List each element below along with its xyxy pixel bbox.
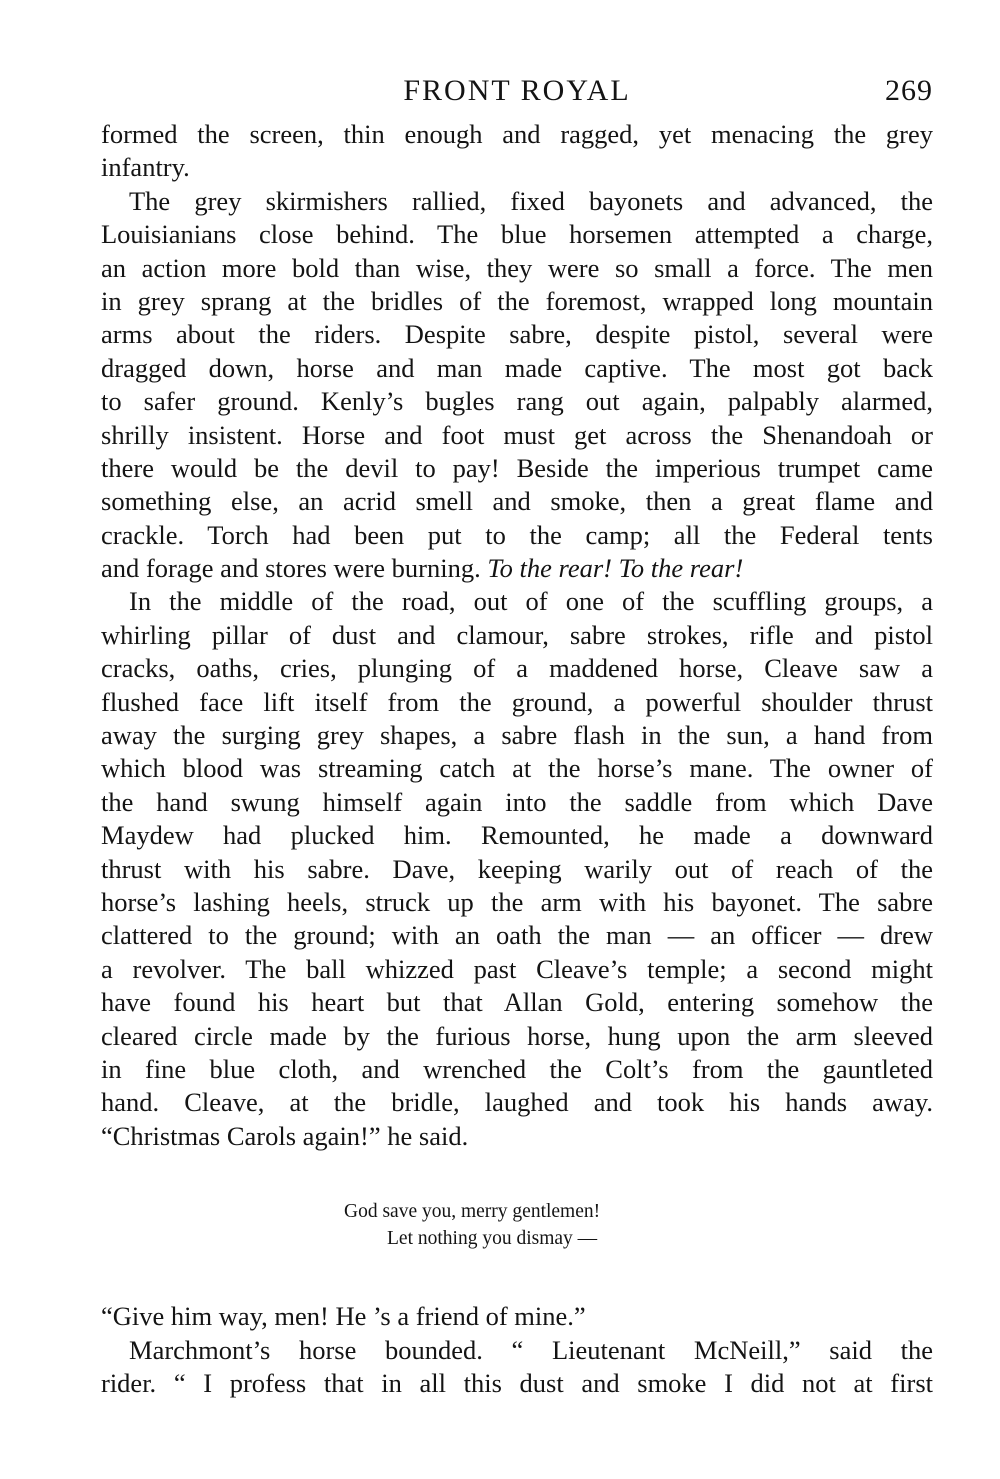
text-line: rider. “ I profess that in all this dust and smoke I did not at first (101, 1367, 933, 1398)
page-number: 269 (885, 74, 933, 107)
text-line: an action more bold than wise, they were so small a force. The men (101, 252, 933, 283)
text-line: hand. Cleave, at the bridle, laughed and took his hands away. (101, 1087, 933, 1118)
text-line: Louisianians close behind. The blue horsemen attempted a charge, (101, 219, 933, 250)
verse-line: God save you, merry gentlemen! (344, 1201, 601, 1223)
text-line: The grey skirmishers rallied, fixed bayonets and advanced, the (129, 185, 933, 216)
verse-quotation (101, 1198, 933, 1252)
text-line: flushed face lift itself from the ground, a powerful shoulder thrust (101, 686, 933, 717)
paragraph-5 (101, 1334, 933, 1401)
text-line: in grey sprang at the bridles of the foremost, wrapped long mountain (101, 285, 933, 316)
paragraph-4 (101, 1300, 933, 1333)
text-line: Maydew had plucked him. Remounted, he made a downward (101, 820, 933, 851)
text-line: a revolver. The ball whizzed past Cleave’s temple; a second might (101, 953, 933, 984)
text-line (101, 552, 933, 585)
text-line: which blood was streaming catch at the horse’s mane. The owner of (101, 753, 933, 784)
text-line: In the middle of the road, out of one of the scuffling groups, a (129, 586, 933, 617)
text-line: have found his heart but that Allan Gold, entering somehow the (101, 987, 933, 1018)
text-line: whirling pillar of dust and clamour, sabre strokes, rifle and pistol (101, 619, 933, 650)
text-line: the hand swung himself again into the saddle from which Dave (101, 786, 933, 817)
text-line: thrust with his sabre. Dave, keeping warily out of reach of the (101, 853, 933, 884)
text-line: something else, an acrid smell and smoke, then a great flame and (101, 486, 933, 517)
text-line: Marchmont’s horse bounded. “ Lieutenant McNeill,” said the (129, 1334, 933, 1365)
running-title: FRONT ROYAL (403, 74, 631, 107)
text-line: shrilly insistent. Horse and foot must get across the Shenandoah or (101, 419, 933, 450)
text-line: to safer ground. Kenly’s bugles rang out again, palpably alarmed, (101, 386, 933, 417)
text-line: in fine blue cloth, and wrenched the Colt’s from the gauntleted (101, 1053, 933, 1084)
italic-text: To the rear! To the rear! (487, 553, 744, 584)
text-line: there would be the devil to pay! Beside the imperious trumpet came (101, 452, 933, 483)
text-line: “Christmas Carols again!” he said. (101, 1120, 469, 1151)
text-line: cracks, oaths, cries, plunging of a maddened horse, Cleave saw a (101, 653, 933, 684)
text-line: clattered to the ground; with an oath the man — an officer — drew (101, 920, 933, 951)
verse-line: Let nothing you dismay — (387, 1228, 598, 1250)
text-line: dragged down, horse and man made captive. The most got back (101, 352, 933, 383)
text-line: “Give him way, men! He ’s a friend of mine.” (101, 1301, 586, 1332)
text-line: horse’s lashing heels, struck up the arm with his bayonet. The sabre (101, 886, 933, 917)
text-line: formed the screen, thin enough and ragged, yet menacing the grey (101, 119, 933, 149)
paragraph-2 (101, 185, 933, 586)
paragraph-1 (101, 118, 933, 185)
book-page (101, 74, 933, 1400)
running-head (101, 74, 933, 118)
text-line: away the surging grey shapes, a sabre flash in the sun, a hand from (101, 720, 933, 751)
text-run: and forage and stores were burning. (101, 553, 488, 584)
text-line: arms about the riders. Despite sabre, despite pistol, several were (101, 319, 933, 350)
text-line: infantry. (101, 152, 190, 183)
text-line: cleared circle made by the furious horse, hung upon the arm sleeved (101, 1020, 933, 1051)
text-line: crackle. Torch had been put to the camp; all the Federal tents (101, 519, 933, 550)
paragraph-3 (101, 585, 933, 1153)
